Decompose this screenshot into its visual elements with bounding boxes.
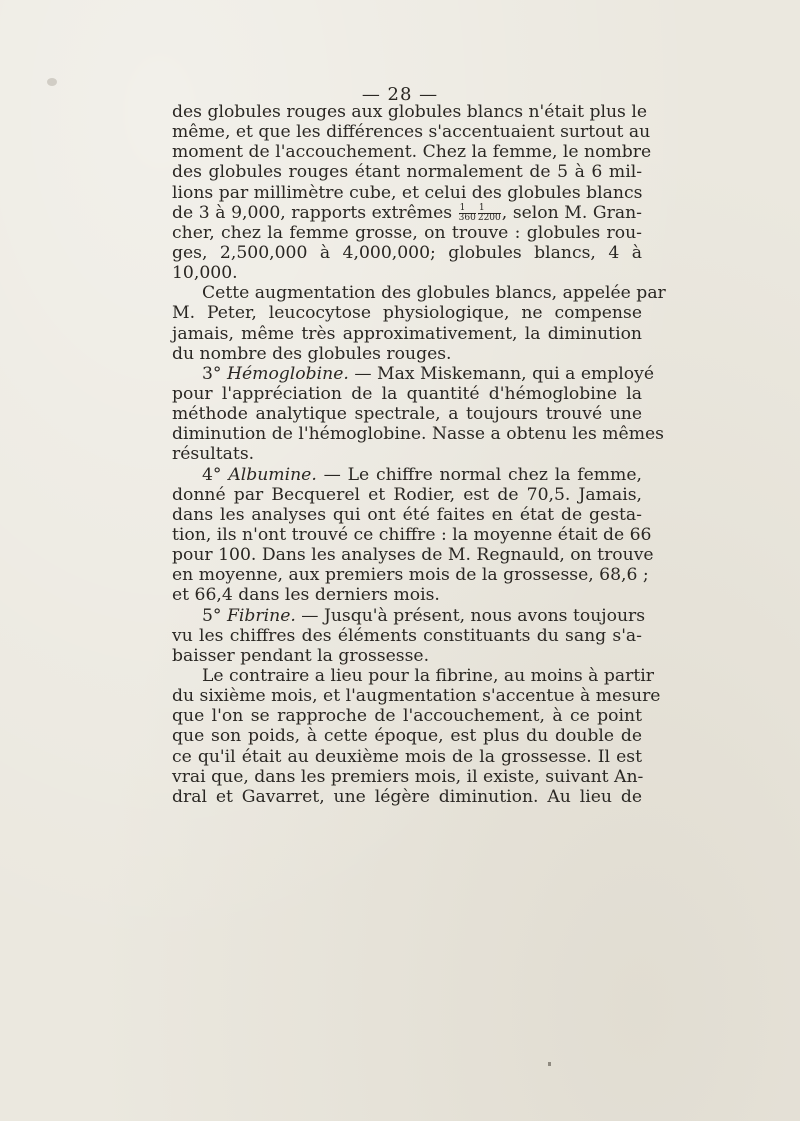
text-line: vu les chiffres des éléments constituants du sang s'a-	[172, 625, 642, 646]
section-title: Albumine.	[228, 464, 317, 485]
text-line: baisser pendant la grossesse.	[172, 645, 430, 666]
text-line: jamais, même très approximativement, la diminution	[172, 323, 642, 344]
text-line: des globules rouges aux globules blancs n'était plus le	[172, 102, 647, 122]
text-line: dral et Gavarret, une légère diminution. Au lieu de	[172, 786, 642, 807]
fraction-numerator: 1	[459, 204, 476, 214]
text-line: et 66,4 dans les derniers mois.	[172, 585, 440, 606]
text-line: résultats.	[172, 444, 255, 465]
text-line: pour 100. Dans les analyses de M. Regnauld, on trouve	[172, 545, 654, 566]
section-heading-line	[172, 605, 646, 626]
text-line: du sixième mois, et l'augmentation s'accentue à mesure	[172, 686, 661, 707]
text-line: vrai que, dans les premiers mois, il existe, suivant An-	[172, 766, 644, 787]
text-line: que son poids, à cette époque, est plus du double de	[172, 726, 642, 747]
text-line: dans les analyses qui ont été faites en état de gesta-	[172, 504, 642, 525]
fraction-denominator: 2200	[477, 212, 501, 223]
section-number: 3°	[202, 363, 227, 384]
text-line: cher, chez la femme grosse, on trouve : globules rou-	[172, 222, 642, 243]
text-segment: — Le chiffre normal chez la femme,	[316, 464, 642, 485]
text-line: Le contraire a lieu pour la fibrine, au moins à partir	[202, 665, 654, 686]
section-heading-line	[172, 465, 642, 485]
fraction-numerator: 1	[478, 204, 501, 214]
fraction-denominator: 360	[458, 212, 476, 223]
text-segment: de 3 à 9,000, rapports extrêmes	[172, 202, 453, 223]
text-line: diminution de l'hémoglobine. Nasse a obtenu les mêmes	[172, 424, 664, 445]
text-line: des globules rouges étant normalement de 5 à 6 mil-	[172, 162, 642, 183]
text-segment: selon M. Gran-	[512, 202, 642, 223]
text-line: que l'on se rapproche de l'accouchement, à ce point	[172, 706, 642, 727]
text-line: 10,000.	[172, 263, 238, 284]
text-line: méthode analytique spectrale, a toujours trouvé une	[172, 404, 642, 425]
fraction-second	[478, 204, 501, 223]
text-line: du nombre des globules rouges.	[172, 343, 452, 364]
text-segment: — Max Miskemann, qui a employé	[348, 363, 655, 384]
text-line: pour l'appréciation de la quantité d'hémoglobine la	[172, 383, 642, 404]
text-line: donné par Becquerel et Rodier, est de 70,5. Jamais,	[172, 484, 642, 505]
text-line: M. Peter, leucocytose physiologique, ne compense	[172, 303, 642, 324]
text-line-with-fractions: de 3 à 9,000, rapports extrêmes $\frac{1}{360}$ $\frac{1}{2200}$ , selon M. Gran-	[172, 202, 642, 223]
text-line: Cette augmentation des globules blancs, appelée par	[202, 283, 666, 304]
body-text	[172, 102, 666, 807]
text-line: en moyenne, aux premiers mois de la grossesse, 68,6 ;	[172, 565, 649, 586]
section-title: Hémoglobine.	[227, 363, 349, 384]
section-title: Fibrine.	[227, 605, 296, 626]
ink-speck	[548, 1062, 551, 1066]
text-line: ce qu'il était au deuxième mois de la grossesse. Il est	[172, 746, 642, 767]
text-line: moment de l'accouchement. Chez la femme, le nombre	[172, 142, 652, 163]
fraction-first	[459, 204, 476, 223]
section-number: 4°	[202, 464, 229, 485]
section-heading-line	[172, 363, 655, 384]
section-number: 5°	[202, 605, 227, 626]
text-line: lions par millimètre cube, et celui des globules blancs	[172, 182, 643, 203]
page-number: — 28 —	[361, 84, 439, 105]
text-line: même, et que les différences s'accentuaient surtout au	[172, 122, 651, 143]
text-segment: — Jusqu'à présent, nous avons toujours	[295, 605, 646, 626]
text-line: tion, ils n'ont trouvé ce chiffre : la moyenne était de 66	[172, 524, 652, 545]
text-line: ges, 2,500,000 à 4,000,000; globules blancs, 4 à	[172, 242, 642, 263]
